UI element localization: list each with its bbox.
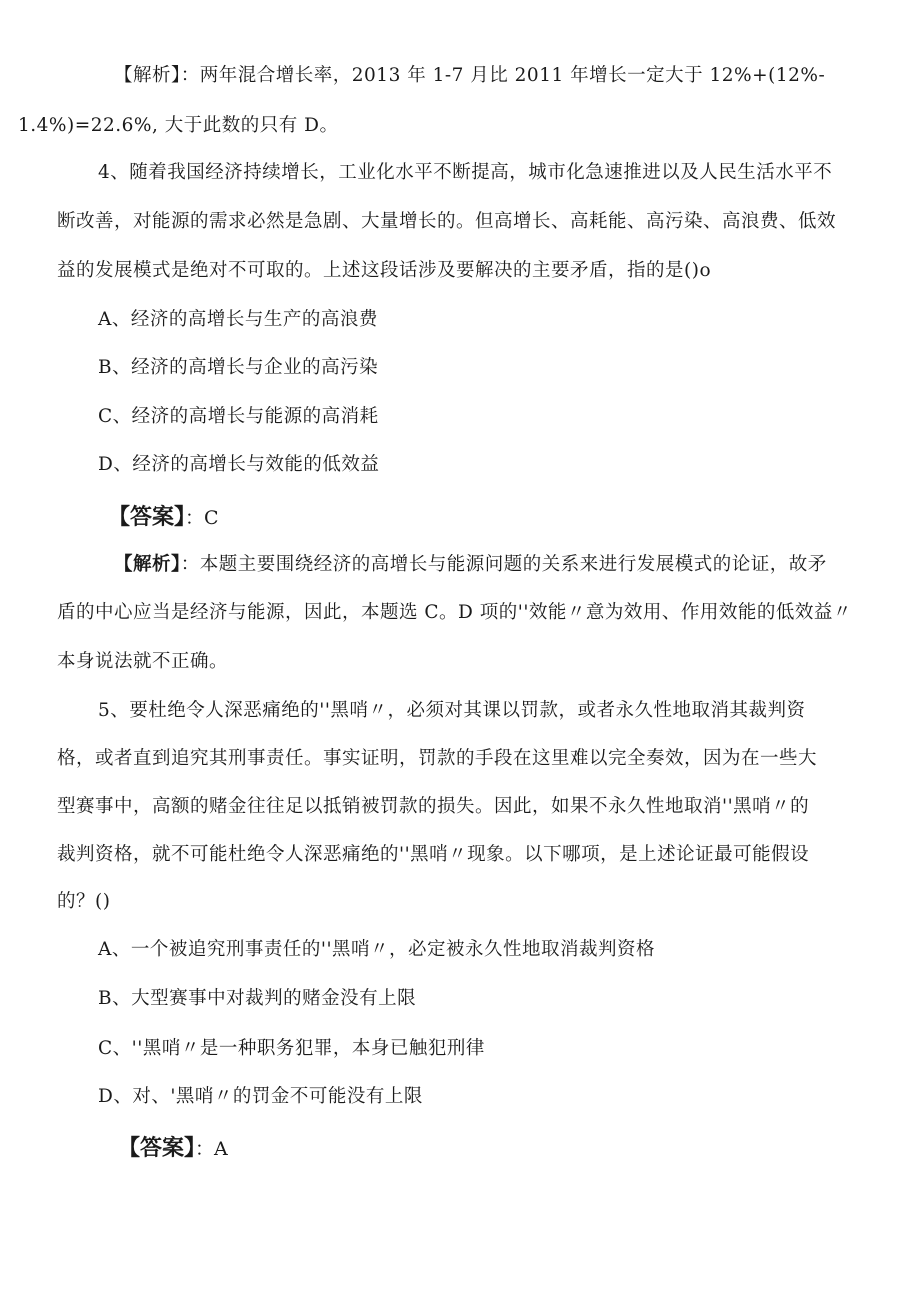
q5-option-c: C、''黑哨〃是一种职务犯罪，本身已触犯刑律: [98, 1038, 485, 1059]
q4-answer-value: ：C: [185, 507, 219, 529]
q4-answer-label: 【答案】: [108, 505, 186, 530]
q4-option-c: C、经济的高增长与能源的高消耗: [98, 406, 379, 427]
q4-option-a: A、经济的高增长与生产的高浪费: [98, 309, 378, 330]
q5-option-d: D、对、'黑哨〃的罚金不可能没有上限: [98, 1086, 423, 1107]
q4-analysis-text: ：本题主要围绕经济的高增长与能源问题的关系来进行发展模式的论证，故矛: [180, 554, 827, 575]
q5-stem-line-1: 5、要杜绝令人深恶痛绝的''黑哨〃，必须对其课以罚款，或者永久性地取消其裁判资: [98, 700, 806, 721]
q3-analysis-line-2: 1.4%)=22.6%, 大于此数的只有 D。: [18, 115, 339, 136]
q4-option-b: B、经济的高增长与企业的高污染: [98, 357, 379, 378]
q4-stem-line-1: 4、随着我国经济持续增长，工业化水平不断提高，城市化急速推进以及人民生活水平不: [98, 162, 833, 183]
q5-stem-line-4: 裁判资格，就不可能杜绝令人深恶痛绝的''黑哨〃现象。以下哪项，是上述论证最可能假设: [57, 844, 810, 865]
q5-stem-line-5: 的？(): [57, 891, 111, 912]
q4-option-d: D、经济的高增长与效能的低效益: [98, 454, 380, 475]
q5-answer: [118, 1135, 228, 1164]
q4-analysis-line-3: 本身说法就不正确。: [57, 651, 229, 672]
q3-analysis-label: 【解析】: [114, 65, 181, 86]
q3-analysis-line-1: [114, 64, 825, 88]
q5-option-b: B、大型赛事中对裁判的赌金没有上限: [98, 988, 417, 1009]
q4-analysis-line-1: [114, 553, 827, 577]
q4-stem-line-3: 益的发展模式是绝对不可取的。上述这段话涉及要解决的主要矛盾，指的是()o: [57, 260, 712, 281]
q5-answer-value: ：A: [195, 1138, 228, 1160]
q5-option-a: A、一个被追究刑事责任的''黑哨〃，必定被永久性地取消裁判资格: [98, 939, 656, 960]
q4-analysis-label: 【解析】: [114, 554, 181, 575]
q5-answer-label: 【答案】: [118, 1136, 196, 1161]
q4-analysis-line-2: 盾的中心应当是经济与能源，因此，本题选 C。D 项的''效能〃意为效用、作用效能的低效益〃: [57, 602, 852, 623]
q3-analysis-text: ：两年混合增长率，2013 年 1-7 月比 2011 年增长一定大于 12%+(12%-: [180, 65, 826, 86]
q5-stem-line-2: 格，或者直到追究其刑事责任。事实证明，罚款的手段在这里难以完全奏效，因为在一些大: [57, 748, 818, 769]
q5-stem-line-3: 型赛事中，高额的赌金往往足以抵销被罚款的损失。因此，如果不永久性地取消''黑哨〃的: [57, 796, 810, 817]
q4-answer: [108, 504, 219, 533]
q4-stem-line-2: 断改善，对能源的需求必然是急剧、大量增长的。但高增长、高耗能、高污染、高浪费、低效: [57, 211, 837, 232]
